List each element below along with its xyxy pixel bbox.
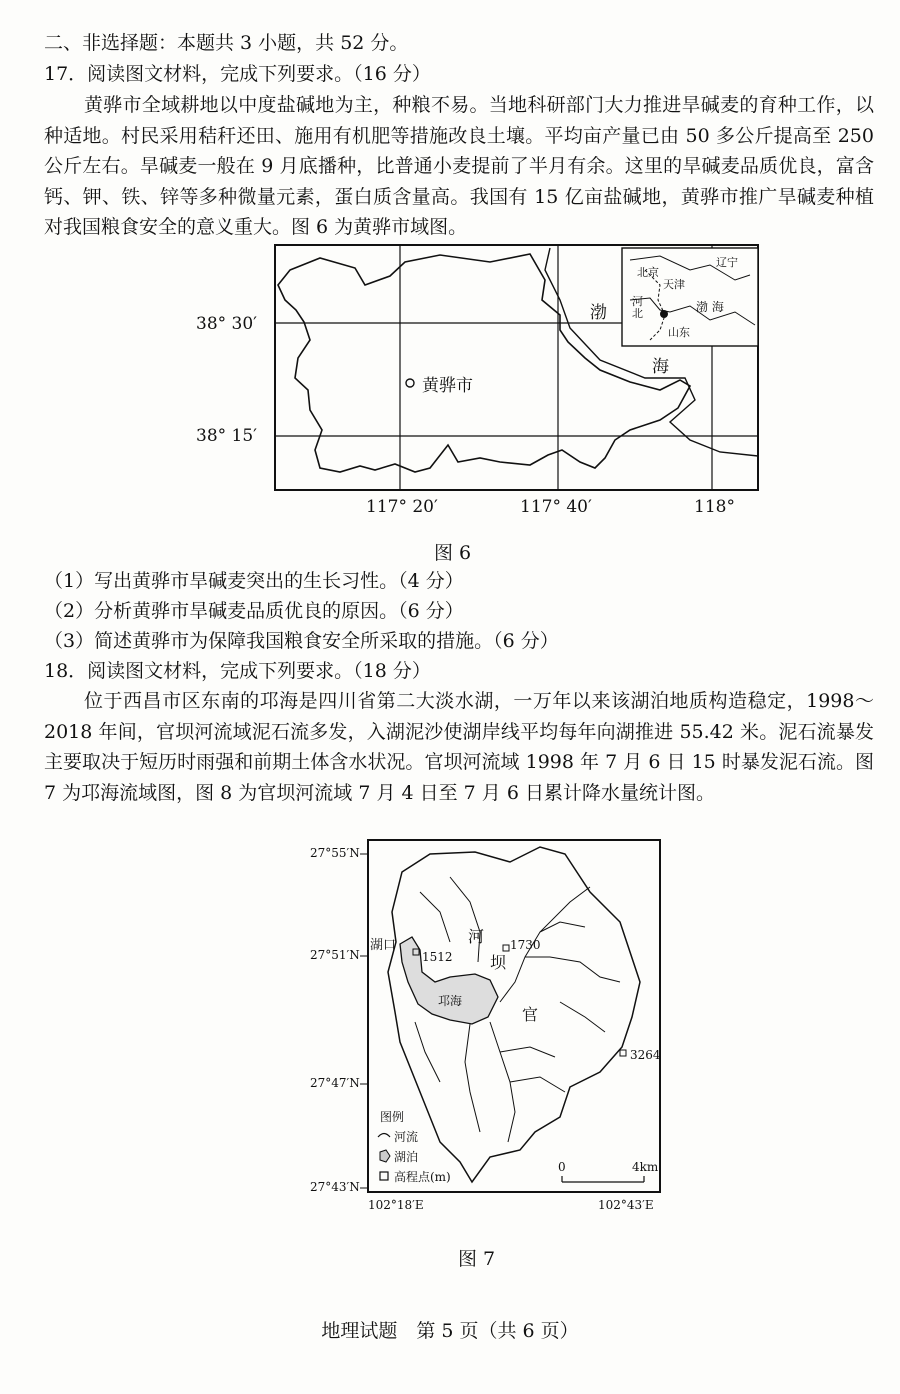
lat-label-2743: 27°43′N [310,1180,360,1194]
city-marker [406,379,414,387]
scale-zero: 0 [558,1160,566,1174]
q18-paragraph-text: 位于西昌市区东南的邛海是四川省第二大淡水湖，一万年以来该湖泊地质构造稳定，1998～2018 年间，官坝河流域泥石流多发，入湖泥沙使湖岸线平均每年向湖推进 55.42 米。泥石流暴发主要取决于短历时雨强和前期土体含水状况。官坝河流域 1998 年 7 月 6 日 15 时暴发泥石流。图 7 为邛海流域图，图 8 为官坝河流域 7 月 4 日至 7 月 6 日累计降水量统计图。 [44,690,874,804]
lat-label-3815: 38° 15′ [196,426,258,446]
figure-7-caption: 图 7 [458,1248,496,1270]
q17-question-2: （2）分析黄骅市旱碱麦品质优良的原因。（6 分） [44,600,464,622]
figure-7-map [300,832,680,1222]
page-footer: 地理试题 第 5 页（共 6 页） [321,1320,579,1342]
figure-6-caption: 图 6 [434,542,472,564]
river-char-guan: 官 [522,1005,539,1024]
q17-title: 17．阅读图文材料，完成下列要求。（16 分） [44,63,431,85]
qionghai-map-svg [300,832,680,1222]
section-heading: 二、非选择题：本题共 3 小题，共 52 分。 [44,32,409,54]
inset-tianjin: 天津 [663,278,685,291]
legend-title: 图例 [380,1110,405,1124]
lon-label-11720: 117° 20′ [366,497,438,517]
legend-lake: 湖泊 [394,1150,419,1164]
river-char-ba: 坝 [490,953,507,972]
legend-elevation: 高程点(m) [394,1170,451,1184]
inset-bohai: 渤 海 [696,300,724,314]
river-char-he: 河 [468,927,485,946]
elevation-1730: 1730 [510,938,541,952]
legend-river: 河流 [394,1130,419,1144]
q18-paragraph [44,686,874,808]
q17-paragraph-text: 黄骅市全域耕地以中度盐碱地为主，种粮不易。当地科研部门大力推进旱碱麦的育种工作，以种适地。村民采用秸秆还田、施用有机肥等措施改良土壤。平均亩产量已由 50 多公斤提高至 250 公斤左右。旱碱麦一般在 9 月底播种，比普通小麦提前了半月有余。这里的旱碱麦品质优良，富含钙、钾、铁、锌等多种微量元素，蛋白质含量高。我国有 15 亿亩盐碱地，黄骅市推广旱碱麦种植对我国粮食安全的意义重大。图 6 为黄骅市域图。 [44,94,874,238]
lat-label-2751: 27°51′N [310,948,360,962]
lon-label-10243: 102°43′E [598,1198,654,1212]
lat-label-3830: 38° 30′ [196,314,258,334]
scale-4km: 4km [632,1160,659,1174]
q18-title: 18．阅读图文材料，完成下列要求。（18 分） [44,660,431,682]
lon-label-10218: 102°18′E [368,1198,424,1212]
inset-beijing: 北京 [637,266,659,279]
lon-label-11740: 117° 40′ [520,497,592,517]
elevation-1512: 1512 [422,950,453,964]
elevation-3264: 3264 [630,1048,661,1062]
q17-question-1: （1）写出黄骅市旱碱麦突出的生长习性。（4 分） [44,570,464,592]
inset-hebei: 河北 [632,295,643,320]
inset-shandong: 山东 [668,326,690,339]
figure-6-map [190,240,770,530]
lat-label-2747: 27°47′N [310,1076,360,1090]
inset-liaoning: 辽宁 [716,256,738,269]
q17-question-3: （3）简述黄骅市为保障我国粮食安全所采取的措施。（6 分） [44,630,559,652]
lat-label-2755: 27°55′N [310,846,360,860]
q17-paragraph [44,90,874,243]
city-label: 黄骅市 [422,376,473,396]
sea-label-bo: 渤 [590,303,607,323]
lake-mouth-label: 湖口 [370,938,397,953]
sea-label-hai: 海 [652,357,669,377]
lake-label: 邛海 [438,994,463,1008]
lon-label-118: 118° [694,497,735,517]
